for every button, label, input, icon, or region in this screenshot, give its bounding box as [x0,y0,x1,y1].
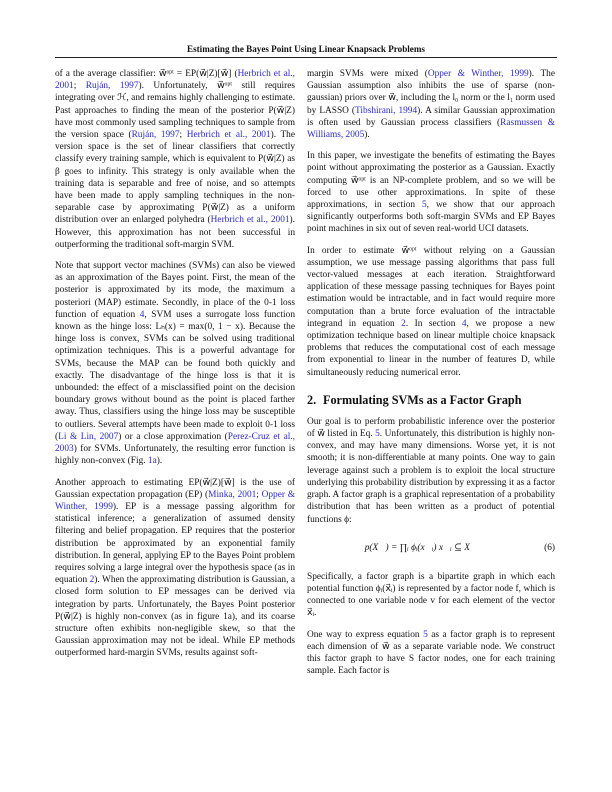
text-run: , we show that our approach significantly outperforms both soft-margin SVMs and EP Bayes point machines in six out of seven real-world UCI datasets. [307,200,555,235]
citation-link[interactable]: Herbrich et al., 2001 [186,130,271,141]
citation-link[interactable]: Ruján, 1997 [85,81,139,92]
text-run: ). However, this approximation has not been successful in outperforming the traditional soft-margin SVM. [55,215,295,250]
text-run: One way to express equation [307,629,424,640]
citation-link[interactable]: Herbrich et al., 2001 [55,69,295,92]
paragraph [307,571,555,620]
equation-6 [307,535,555,561]
citation-link[interactable]: 5 [375,429,380,440]
citation-link[interactable]: 1a [147,456,157,467]
text-run: . Unfortunately, this distribution is highly non-convex, and may have many dimensions. Worse yet, it is not smooth; it is non-differentiable at many points. One way to gain leverage against such a problem is to exploit the local structure underlying this probability distribution by expressing it as a factor graph. A factor graph is a graphical representation of a probability distribution that has been written as a product of potential functions ϕ: [307,429,555,525]
text-run: In order to estimate w⃗ᵒᵖᵗ without relying on a Gaussian assumption, we use message passing algorithms that pass full vector-valued messages at each iteration. Straightforward application of these message passing techniques for Bayes point estimation would be intractable, and in fact would require more computation than a brute force evaluation of the intractable integrand in equation [307,245,555,329]
text-run: [w⃗] ( [217,69,238,79]
text-run: , SVM uses a surrogate loss function known as the hinge loss: Lₕ(x) = max(0, 1 − x). Because the hinge loss is convex, SVMs can be solved using traditional optimization techniques. This is a powerful advantage for SVMs, because the MAP can be found both quickly and exactly. The disadvantage of the hinge loss is that it is unbounded: the effect of a misclassified point on the decision boundary grows without bound as the point is placed farther away. Thus, classifiers using the hinge loss may be susceptible to outliers. Several attempts have been made to exploit 0-1 loss ( [55,309,295,442]
text-run: Our goal is to perform probabilistic inference over the posterior of w⃗ listed in Eq. [307,416,555,440]
equation-number: (6) [544,542,555,553]
text-run: ). Unfortunately, w⃗ᵒᵖᵗ still requires integrating over ℋ, and remains highly challenging to estimate. Past approaches to finding the mean of the posterior P(w⃗|Z) have most commonly used sampling techniques to sample from the version space ( [55,81,295,141]
paragraph [55,260,295,467]
paragraph [307,629,555,678]
text-run: ). [364,130,370,141]
text-run: P(w⃗|Z) [194,477,221,488]
paragraph [55,68,295,251]
text-run: Another approach to estimating E [55,477,195,488]
citation-link[interactable]: Perez-Cruz et al., 2003 [55,431,296,455]
text-run: P(w⃗|Z) [190,69,218,79]
citation-link[interactable]: 5 [423,629,428,640]
citation-link[interactable]: Herbrich et al., 2001 [210,215,290,226]
text-run: Specifically, a factor graph is a bipartite graph in which each potential function ϕᵢ(x⃗ᵢ) is represented by a factor node f, which is connected to one variable node v for each element of the vector x⃗ᵢ. [307,571,555,619]
section-title: Formulating SVMs as a Factor Graph [323,392,522,407]
citation-link[interactable]: 4 [139,309,145,320]
citation-link[interactable]: 4 [461,318,467,329]
text-run: ; [256,489,262,500]
left-column [55,68,295,669]
text-run: [w⃗] is the use of Gaussian expectation propagation (EP) ( [55,477,295,500]
paragraph [307,245,555,379]
citation-link[interactable]: 2 [401,318,406,329]
text-run: Note that support vector machines (SVMs) can also be viewed as an approximation of the Bayes point. First, the mean of the posterior is approximated by its mode, the maximum a posteriori (MAP) estimate. Secondly, in place of the 0-1 loss function of equation [55,261,295,320]
citation-link[interactable]: Opper & Winther, 1999 [427,69,529,79]
text-run: ) for SVMs. Unfortunately, the resulting error function is highly non-convex (Fig. [55,444,295,467]
section-heading [307,393,555,407]
text-run: as a factor graph is to represent each dimension of w⃗ as a separate variable node. We construct this factor graph to have S factor nodes, one for each training sample. Each factor is [307,629,555,677]
equation-body: p(X⃗) = ∏ᵢ ϕᵢ(x⃗ᵢ) x⃗ᵢ ⊆ X⃗ [364,542,478,553]
citation-link[interactable]: Opper & Winther, 1999 [55,489,295,512]
text-run: ; [73,81,86,92]
text-run: ; [179,130,187,141]
running-header: Estimating the Bayes Point Using Linear Knapsack Problems [55,44,557,58]
text-run: ). [156,456,163,467]
paragraph [307,416,555,526]
text-run: ). A similar Gaussian approximation is often used by Gaussian process classifiers ( [307,105,555,128]
paragraph [307,68,555,141]
text-run: ). The version space is the set of linear classifiers that correctly classify every training sample, which is equivalent to P(w⃗|Z) as β goes to infinity. This strategy is only available when the training data is separable and free of noise, and so attempts have been made to apply sampling techniques in the non-separable case by approximating P(w⃗|Z) as a uniform distribution over an enlarged polyhedra ( [55,130,295,226]
text-run: of a the average classifier: w⃗ᵒᵖᵗ = E [55,69,191,79]
citation-link[interactable]: 2 [89,575,95,586]
text-run: . In section [405,318,462,329]
citation-link[interactable]: Minka, 2001 [208,489,257,500]
citation-link[interactable]: Li & Lin, 2007 [58,431,119,442]
citation-link[interactable]: Tibshirani, 1994 [355,105,418,116]
right-column [307,68,555,686]
citation-link[interactable]: Rasmussen & Williams, 2005 [307,117,555,141]
citation-link[interactable]: Ruján, 1997 [131,130,180,141]
text-run: ). When the approximating distribution is Gaussian, a closed form solution to EP messages can be derived via integration by parts. Unfortunately, the Bayes Point posterior P(w⃗|Z) is highly non-convex (as in figure 1a), and its coarse structure often exhibits non-negligible skew, so that the Gaussian approximation may not be ideal. While EP methods outperformed hard-margin SVMs, results against soft- [55,575,295,659]
paragraph [307,150,555,235]
paragraph [55,477,295,660]
text-run: , we propose a new optimization technique based on linear multiple choice knapsack problems that reduces the computational cost of each message from exponential to linear in the number of features D, while simultaneously reducing numerical error. [307,318,555,378]
text-run: ). The Gaussian assumption also inhibits the use of sparse (non-gaussian) priors over w⃗, including the l₀ norm or the l₁ norm used by LASSO ( [307,69,555,116]
text-run: margin SVMs were mixed ( [307,69,428,79]
citation-link[interactable]: 5 [422,200,427,211]
text-run: ). EP is a message passing algorithm for statistical inference; a generalization of assumed density filtering and belief propagation. EP requires that the posterior distribution be approximated by an exponential family distribution. In general, applying EP to the Bayes Point problem requires solving a large integral over the hypothesis space (as in equation [55,501,295,586]
text-run: ) or a close approximation ( [118,431,228,442]
section-number: 2. [307,392,317,407]
text-run: In this paper, we investigate the benefits of estimating the Bayes point without approximating the posterior as a Gaussian. Exactly computing w⃗ᵒᵖᵗ is an NP-complete problem, and so we will be forced to use other approximations. In spite of these approximations, in section [307,151,555,211]
